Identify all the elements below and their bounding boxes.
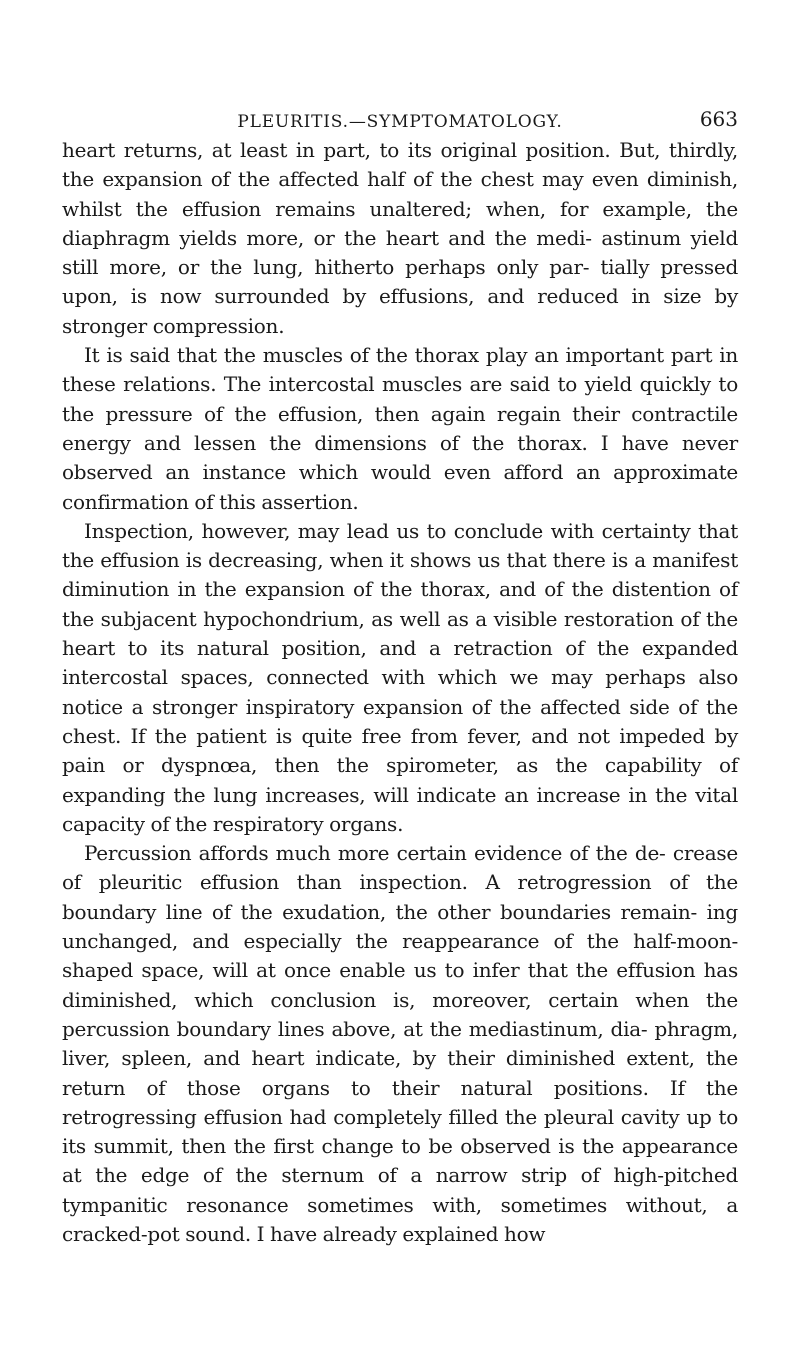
running-header (62, 103, 738, 137)
running-title: PLEURITIS.—SYMPTOMATOLOGY. (237, 112, 563, 132)
body-text (62, 136, 738, 1249)
paragraph-percussion: Percussion affords much more certain evidence of the de- crease of pleuritic effusion than inspection. A retrogression of the boundary line of the exudation, the other boundaries remain- ing unchanged, and especially the reappearance of the half-moon- shaped space, will at once enable us to infer that the effusion has diminished, which conclusion is, moreover, certain when the percussion boundary lines above, at the mediastinum, dia- phragm, liver, spleen, and heart indicate, by their diminished extent, the return of those organs to their natural positions. If the retrogressing effusion had completely filled the pleural cavity up to its summit, then the first change to be observed is the appearance at the edge of the sternum of a narrow strip of high-pitched tympanitic resonance sometimes with, sometimes without, a cracked-pot sound. I have already explained how (62, 841, 738, 1246)
paragraph-continuation: heart returns, at least in part, to its original position. But, thirdly, the expansion of the affected half of the chest may even diminish, whilst the effusion remains unaltered; when, for example, the diaphragm yields more, or the heart and the medi- astinum yield still more, or the lung, hitherto perhaps only par- tially pressed upon, is now surrounded by effusions, and reduced in size by stronger compression. (62, 138, 738, 338)
page-number: 663 (699, 107, 738, 131)
paragraph-thoracic-muscles: It is said that the muscles of the thorax play an important part in these relations. The intercostal muscles are said to yield quickly to the pressure of the effusion, then again regain their contractile energy and lessen the dimensions of the thorax. I have never observed an instance which would even afford an approximate confirmation of this assertion. (62, 343, 738, 514)
paragraph-inspection: Inspection, however, may lead us to conclude with certainty that the effusion is decreasing, when it shows us that there is a manifest diminution in the expansion of the thorax, and of the distention of the subjacent hypochondrium, as well as a visible restoration of the heart to its natural position, and a retraction of the expanded intercostal spaces, connected with which we may perhaps also notice a stronger inspiratory expansion of the affected side of the chest. If the patient is quite free from fever, and not impeded by pain or dyspnœa, then the spirometer, as the capability of expanding the lung increases, will indicate an increase in the vital capacity of the respiratory organs. (62, 518, 738, 836)
